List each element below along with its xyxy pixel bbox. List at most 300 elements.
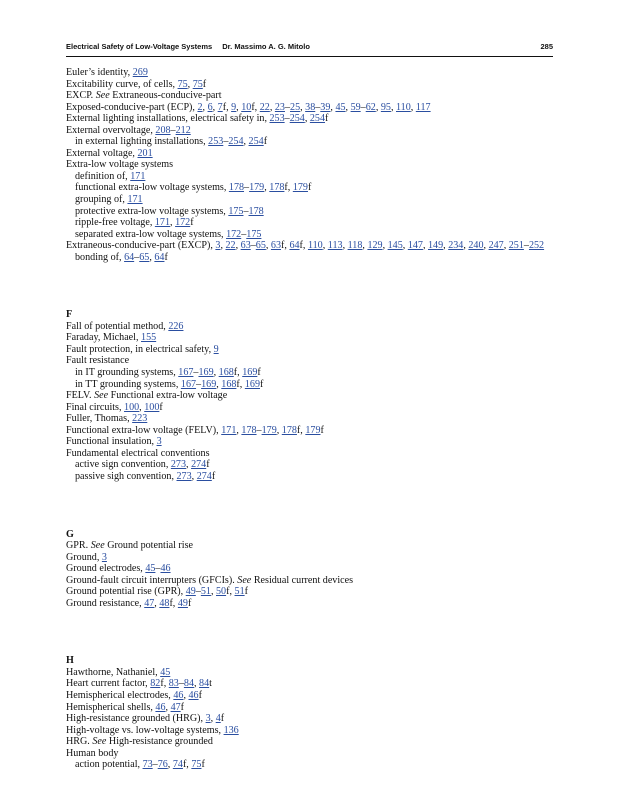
header-rule [66,56,553,57]
entry-text: Human body [66,747,119,759]
page-reference-link[interactable]: 74 [172,759,183,771]
index-entry [66,90,553,102]
entry-text: External lighting installations, electrical safety in, [66,113,270,125]
index-subentry [66,194,553,206]
index-subentry [66,252,553,264]
page-reference-link[interactable]: 45 [145,563,156,575]
entry-text: , [342,240,348,252]
page-reference-link[interactable]: 75 [177,78,188,90]
index-entry [66,598,553,610]
entry-text: in external lighting installations, [75,136,209,148]
page-reference-link[interactable]: 45 [335,101,346,113]
page-reference-link[interactable]: 22 [259,101,270,113]
page-reference-link[interactable]: 75 [192,78,203,90]
page-reference-link[interactable]: 179 [249,182,265,194]
page-reference-link[interactable]: 84 [183,678,194,690]
index-entry [66,667,553,679]
entry-text: Ground potential rise [104,540,194,552]
index-letter-heading: H [66,655,74,667]
page-reference-link[interactable]: 83 [168,678,179,690]
page-reference-link[interactable]: 167 [180,378,197,390]
entry-text: f [164,251,168,263]
index-entry [66,67,553,79]
entry-text: – [250,240,256,252]
entry-text: High-resistance grounded [106,736,213,748]
entry-text: Fuller, Thomas, [66,413,133,425]
entry-text: , [382,240,388,252]
index-entry [66,448,553,460]
index-entry [66,148,553,160]
entry-text: FELV. [66,390,95,402]
index-entry [66,321,553,333]
entry-text: f, [251,101,260,113]
index-entry [66,413,553,425]
page-reference-link[interactable]: 3 [215,240,221,252]
entry-text: – [256,424,262,436]
entry-text: active sign convention, [75,459,171,471]
page-reference-link[interactable]: 136 [223,724,239,736]
entry-text: – [155,563,161,575]
entry-text: , [390,101,396,113]
page-reference-link[interactable]: 62 [365,101,376,113]
entry-text: Heart current factor, [66,678,151,690]
index-subentry [66,206,553,218]
see-reference-label: See [90,540,105,552]
entry-text: , [213,367,219,379]
page-reference-link[interactable]: 179 [292,182,308,194]
entry-text: , [330,101,336,113]
page-reference-link[interactable]: 22 [225,240,236,252]
index-subentry [66,379,553,391]
page-reference-link[interactable]: 9 [231,101,237,113]
entry-text: , [443,240,449,252]
index-subentry [66,229,553,241]
entry-text: f [201,759,205,771]
entry-text: f, [226,586,235,598]
page-reference-link[interactable]: 168 [221,378,237,390]
page-reference-link[interactable]: 169 [242,367,258,379]
entry-text: , [193,678,200,690]
page-reference-link[interactable]: 51 [234,586,245,598]
entry-text: separated extra-low voltage systems, [75,228,227,240]
entry-text: f, [281,240,290,252]
entry-text: t [209,678,212,690]
page-reference-link[interactable]: 254 [289,113,305,125]
entry-text: , [167,759,173,771]
index-entry [66,159,553,171]
page-reference-link[interactable]: 45 [160,666,171,678]
entry-text: , [235,240,241,252]
index-subentry [66,759,553,771]
page-reference-link[interactable]: 178 [248,205,264,217]
see-reference-label: See [94,390,109,402]
entry-text: , [463,240,469,252]
entry-text: , [191,470,197,482]
book-title: Electrical Safety of Low-Voltage Systems [66,42,213,51]
index-entry [66,344,553,356]
entry-text: – [170,124,176,136]
page-reference-link[interactable]: 171 [221,424,237,436]
entry-text: Hemispherical shells, [66,701,156,713]
index-entry [66,586,553,598]
entry-text: , [375,101,381,113]
page-reference-link[interactable]: 65 [255,240,266,252]
entry-text: , [322,240,328,252]
page-reference-link[interactable]: 254 [309,113,326,125]
page-reference-link[interactable]: 212 [175,124,191,136]
page-reference-link[interactable]: 172 [175,217,191,229]
page-reference-link[interactable]: 64 [124,251,135,263]
entry-text: ripple-free voltage, [75,217,155,229]
page-reference-link[interactable]: 274 [191,459,207,471]
entry-text: Extraneous-conducive-part [109,90,222,102]
page-reference-link[interactable]: 168 [218,367,234,379]
entry-text: f [159,401,163,413]
page-reference-link[interactable]: 208 [155,124,171,136]
entry-text: Exposed-conducive-part (ECP), [66,101,198,113]
entry-text: in TT grounding systems, [75,378,181,390]
index-entry [66,102,553,114]
page-reference-link[interactable]: 178 [281,424,297,436]
entry-text: , [183,689,189,701]
page-reference-link[interactable]: 49 [177,597,188,609]
page-reference-link[interactable]: 3 [101,551,107,563]
page-reference-link[interactable]: 201 [137,147,153,159]
entry-text: f, [169,597,178,609]
index-entry [66,402,553,414]
page-reference-link[interactable]: 3 [205,713,211,725]
entry-text: f, [284,182,293,194]
entry-text: f [263,136,268,148]
entry-text: Final circuits, [66,401,125,413]
entry-text: f [320,424,324,436]
page-reference-link[interactable]: 129 [367,240,383,252]
page-reference-link[interactable]: 38 [305,101,316,113]
page-reference-link[interactable]: 147 [407,240,423,252]
entry-text: , [483,240,489,252]
entry-text: Euler’s identity, [66,67,133,78]
entry-text: bonding of, [75,251,125,263]
page-reference-link[interactable]: 95 [380,101,391,113]
entry-text: , [165,701,171,713]
entry-text: , [202,101,208,113]
page-reference-link[interactable]: 169 [198,367,214,379]
index-subentry [66,136,553,148]
entry-text: f [259,378,264,390]
page-reference-link[interactable]: 113 [327,240,343,252]
page-reference-link[interactable]: 274 [196,470,212,482]
page-reference-link[interactable]: 82 [150,678,161,690]
entry-text: External overvoltage, [66,124,156,136]
page-reference-link[interactable]: 179 [261,424,277,436]
entry-text: , [304,113,310,125]
entry-text: f [206,459,210,471]
page-reference-link[interactable]: 171 [127,194,143,206]
page-reference-link[interactable]: 178 [228,182,245,194]
index-entry [66,736,553,748]
entry-text: – [244,182,250,194]
page-reference-link[interactable]: 171 [130,170,146,182]
entry-text: , [503,240,509,252]
entry-text: , [264,182,270,194]
entry-text: grouping of, [75,194,128,206]
running-header [66,42,553,51]
index-entry [66,702,553,714]
entry-text: – [523,240,529,252]
index-entry [66,240,553,252]
entry-text: protective extra-low voltage systems, [75,205,229,217]
index-content [66,67,553,771]
entry-text: Fault protection, in electrical safety, [66,343,214,355]
entry-text: , [170,217,176,229]
entry-text: HRG. [66,736,93,748]
index-subentry [66,171,553,183]
page-reference-link[interactable]: 253 [269,113,285,125]
entry-text: Fault resistance [66,355,130,367]
entry-text: , [187,78,193,90]
index-entry [66,425,553,437]
entry-text: f [198,689,202,701]
entry-text: , [216,378,222,390]
entry-text: f [307,182,312,194]
page-reference-link[interactable]: 167 [178,367,194,379]
page-reference-link[interactable]: 149 [428,240,444,252]
page-reference-link[interactable]: 175 [228,205,244,217]
entry-text: – [134,251,140,263]
entry-text: , [212,101,218,113]
page-reference-link[interactable]: 46 [160,563,171,575]
index-entry [66,113,553,125]
entry-text: f [220,713,225,725]
entry-text: , [345,101,351,113]
index-letter-heading: G [66,528,74,540]
entry-text: – [223,136,229,148]
entry-text: Fundamental electrical conventions [66,447,210,459]
page-reference-link[interactable]: 46 [155,701,166,713]
page-reference-link[interactable]: 117 [415,101,431,113]
entry-text: Faraday, Michael, [66,332,142,344]
index-entry [66,690,553,702]
entry-text: f [257,367,261,379]
page-reference-link[interactable]: 110 [396,101,411,113]
entry-text: f, [296,424,306,436]
index-subentry [66,471,553,483]
page-reference-link[interactable]: 23 [274,101,285,113]
entry-text: , [300,101,306,113]
page-reference-link[interactable]: 51 [200,586,211,598]
entry-text: f [325,113,329,125]
index-entry [66,540,553,552]
entry-text: – [196,378,202,390]
entry-text: , [265,240,271,252]
entry-text: f, [299,240,308,252]
index-entry [66,713,553,725]
page-reference-link[interactable]: 10 [241,101,252,113]
entry-text: EXCP. [66,90,96,102]
page-reference-link[interactable]: 175 [246,228,262,240]
page-reference-link[interactable]: 49 [185,586,196,598]
page-reference-link[interactable]: 64 [154,251,165,263]
entry-text: f [187,597,192,609]
index-entry [66,725,553,737]
page-reference-link[interactable]: 48 [159,597,170,609]
index-entry [66,563,553,575]
page-reference-link[interactable]: 46 [173,689,184,701]
page-reference-link[interactable]: 273 [170,459,187,471]
entry-text: f, [182,759,192,771]
page-reference-link[interactable]: 240 [468,240,484,252]
index-subentry [66,367,553,379]
index-entry [66,355,553,367]
entry-text: GPR. [66,540,91,552]
page-reference-link[interactable]: 65 [139,251,150,263]
index-entry [66,678,553,690]
page-reference-link[interactable]: 247 [488,240,504,252]
page-reference-link[interactable]: 226 [168,320,184,332]
entry-text: Functional extra-low voltage [108,390,228,402]
entry-text: Extra-low voltage systems [66,159,174,171]
page-reference-link[interactable]: 47 [170,701,181,713]
index-entry [66,575,553,587]
page-reference-link[interactable]: 269 [132,67,148,78]
entry-text: Ground potential rise (GPR), [66,586,186,598]
entry-text: – [284,101,291,113]
page-reference-link[interactable]: 46 [188,689,199,701]
page-reference-link[interactable]: 64 [289,240,300,252]
entry-text: – [315,101,321,113]
page-reference-link[interactable]: 110 [307,240,323,252]
page-reference-link[interactable]: 171 [154,217,171,229]
page-number: 285 [540,42,553,51]
page-reference-link[interactable]: 7 [217,101,223,113]
page-reference-link[interactable]: 75 [191,759,202,771]
entry-text: definition of, [75,170,131,182]
page-reference-link[interactable]: 252 [528,240,545,252]
page-reference-link[interactable]: 76 [157,759,168,771]
page-reference-link[interactable]: 155 [141,332,157,344]
entry-text: Ground electrodes, [66,563,146,575]
page-reference-link[interactable]: 169 [244,378,260,390]
entry-text: f [180,701,185,713]
page-reference-link[interactable]: 4 [215,713,221,725]
index-entry [66,125,553,137]
page-reference-link[interactable]: 253 [208,136,224,148]
page-reference-link[interactable]: 47 [144,597,155,609]
entry-text: , [149,251,155,263]
entry-text: f [244,586,248,598]
entry-text: , [210,586,216,598]
entry-text: , [269,101,275,113]
entry-text: Hemispherical electrodes, [66,689,174,701]
entry-text: , [402,240,408,252]
page-reference-link[interactable]: 63 [270,240,282,252]
page-reference-link[interactable]: 172 [226,228,242,240]
entry-text: Ground, [66,551,102,563]
page-reference-link[interactable]: 179 [305,424,321,436]
index-entry [66,390,553,402]
entry-text: Ground-fault circuit interrupters (GFCIs). [66,574,238,586]
entry-text: , [276,424,282,436]
page-reference-link[interactable]: 234 [448,240,464,252]
page-reference-link[interactable]: 73 [142,759,153,771]
entry-text: High-voltage vs. low-voltage systems, [66,724,224,736]
page-reference-link[interactable]: 63 [240,240,251,252]
index-entry [66,79,553,91]
page-reference-link[interactable]: 39 [320,101,331,113]
page-reference-link[interactable]: 118 [347,240,363,252]
entry-text: – [284,113,290,125]
page-reference-link[interactable]: 273 [176,470,192,482]
index-entry [66,748,553,760]
page-reference-link[interactable]: 251 [508,240,524,252]
page-reference-link[interactable]: 2 [197,101,203,113]
page-reference-link[interactable]: 84 [199,678,210,690]
entry-text: – [241,228,247,240]
entry-text: , [236,424,242,436]
page-reference-link[interactable]: 254 [228,136,244,148]
entry-text: f, [233,367,243,379]
entry-text: – [243,205,249,217]
entry-text: functional extra-low voltage systems, [75,182,229,194]
see-reference-label: See [95,90,110,102]
entry-text: , [186,459,192,471]
page-reference-link[interactable]: 6 [207,101,213,113]
entry-text: Ground resistance, [66,597,145,609]
page-reference-link[interactable]: 50 [216,586,227,598]
section-gap [66,609,553,655]
entry-text: – [360,101,366,113]
index-letter-heading: F [66,309,73,321]
page-reference-link[interactable]: 178 [269,182,285,194]
entry-text: , [410,101,416,113]
entry-text: Hawthorne, Nathaniel, [66,666,161,678]
page-reference-link[interactable]: 100 [144,401,160,413]
entry-text: Excitability curve, of cells, [66,78,178,90]
entry-text: f [202,78,207,90]
entry-text: – [178,678,184,690]
page-reference-link[interactable]: 25 [290,101,301,113]
page-reference-link[interactable]: 254 [248,136,264,148]
entry-text: , [243,136,249,148]
section-gap [66,263,553,309]
page-reference-link[interactable]: 169 [201,378,217,390]
page-reference-link[interactable]: 100 [124,401,140,413]
page-reference-link[interactable]: 223 [132,413,148,425]
entry-text: passive sigh convention, [75,470,177,482]
entry-text: f, [222,101,232,113]
entry-text: , [139,401,145,413]
page-reference-link[interactable]: 3 [156,436,162,448]
entry-text: Residual current devices [251,574,354,586]
section-gap [66,483,553,529]
entry-text: Functional extra-low voltage (FELV), [66,424,222,436]
index-entry [66,552,553,564]
index-subentry [66,459,553,471]
entry-text: , [422,240,428,252]
author-name: Dr. Massimo A. G. Mitolo [222,42,310,51]
entry-text: Fall of potential method, [66,320,169,332]
entry-text: , [236,101,242,113]
page-reference-link[interactable]: 59 [350,101,361,113]
page-reference-link[interactable]: 178 [241,424,257,436]
entry-text: action potential, [75,759,143,771]
entry-text: High-resistance grounded (HRG), [66,713,206,725]
entry-text: , [362,240,368,252]
entry-text: – [193,367,199,379]
page-reference-link[interactable]: 9 [213,343,219,355]
index-subentry [66,217,553,229]
page-reference-link[interactable]: 145 [387,240,403,252]
